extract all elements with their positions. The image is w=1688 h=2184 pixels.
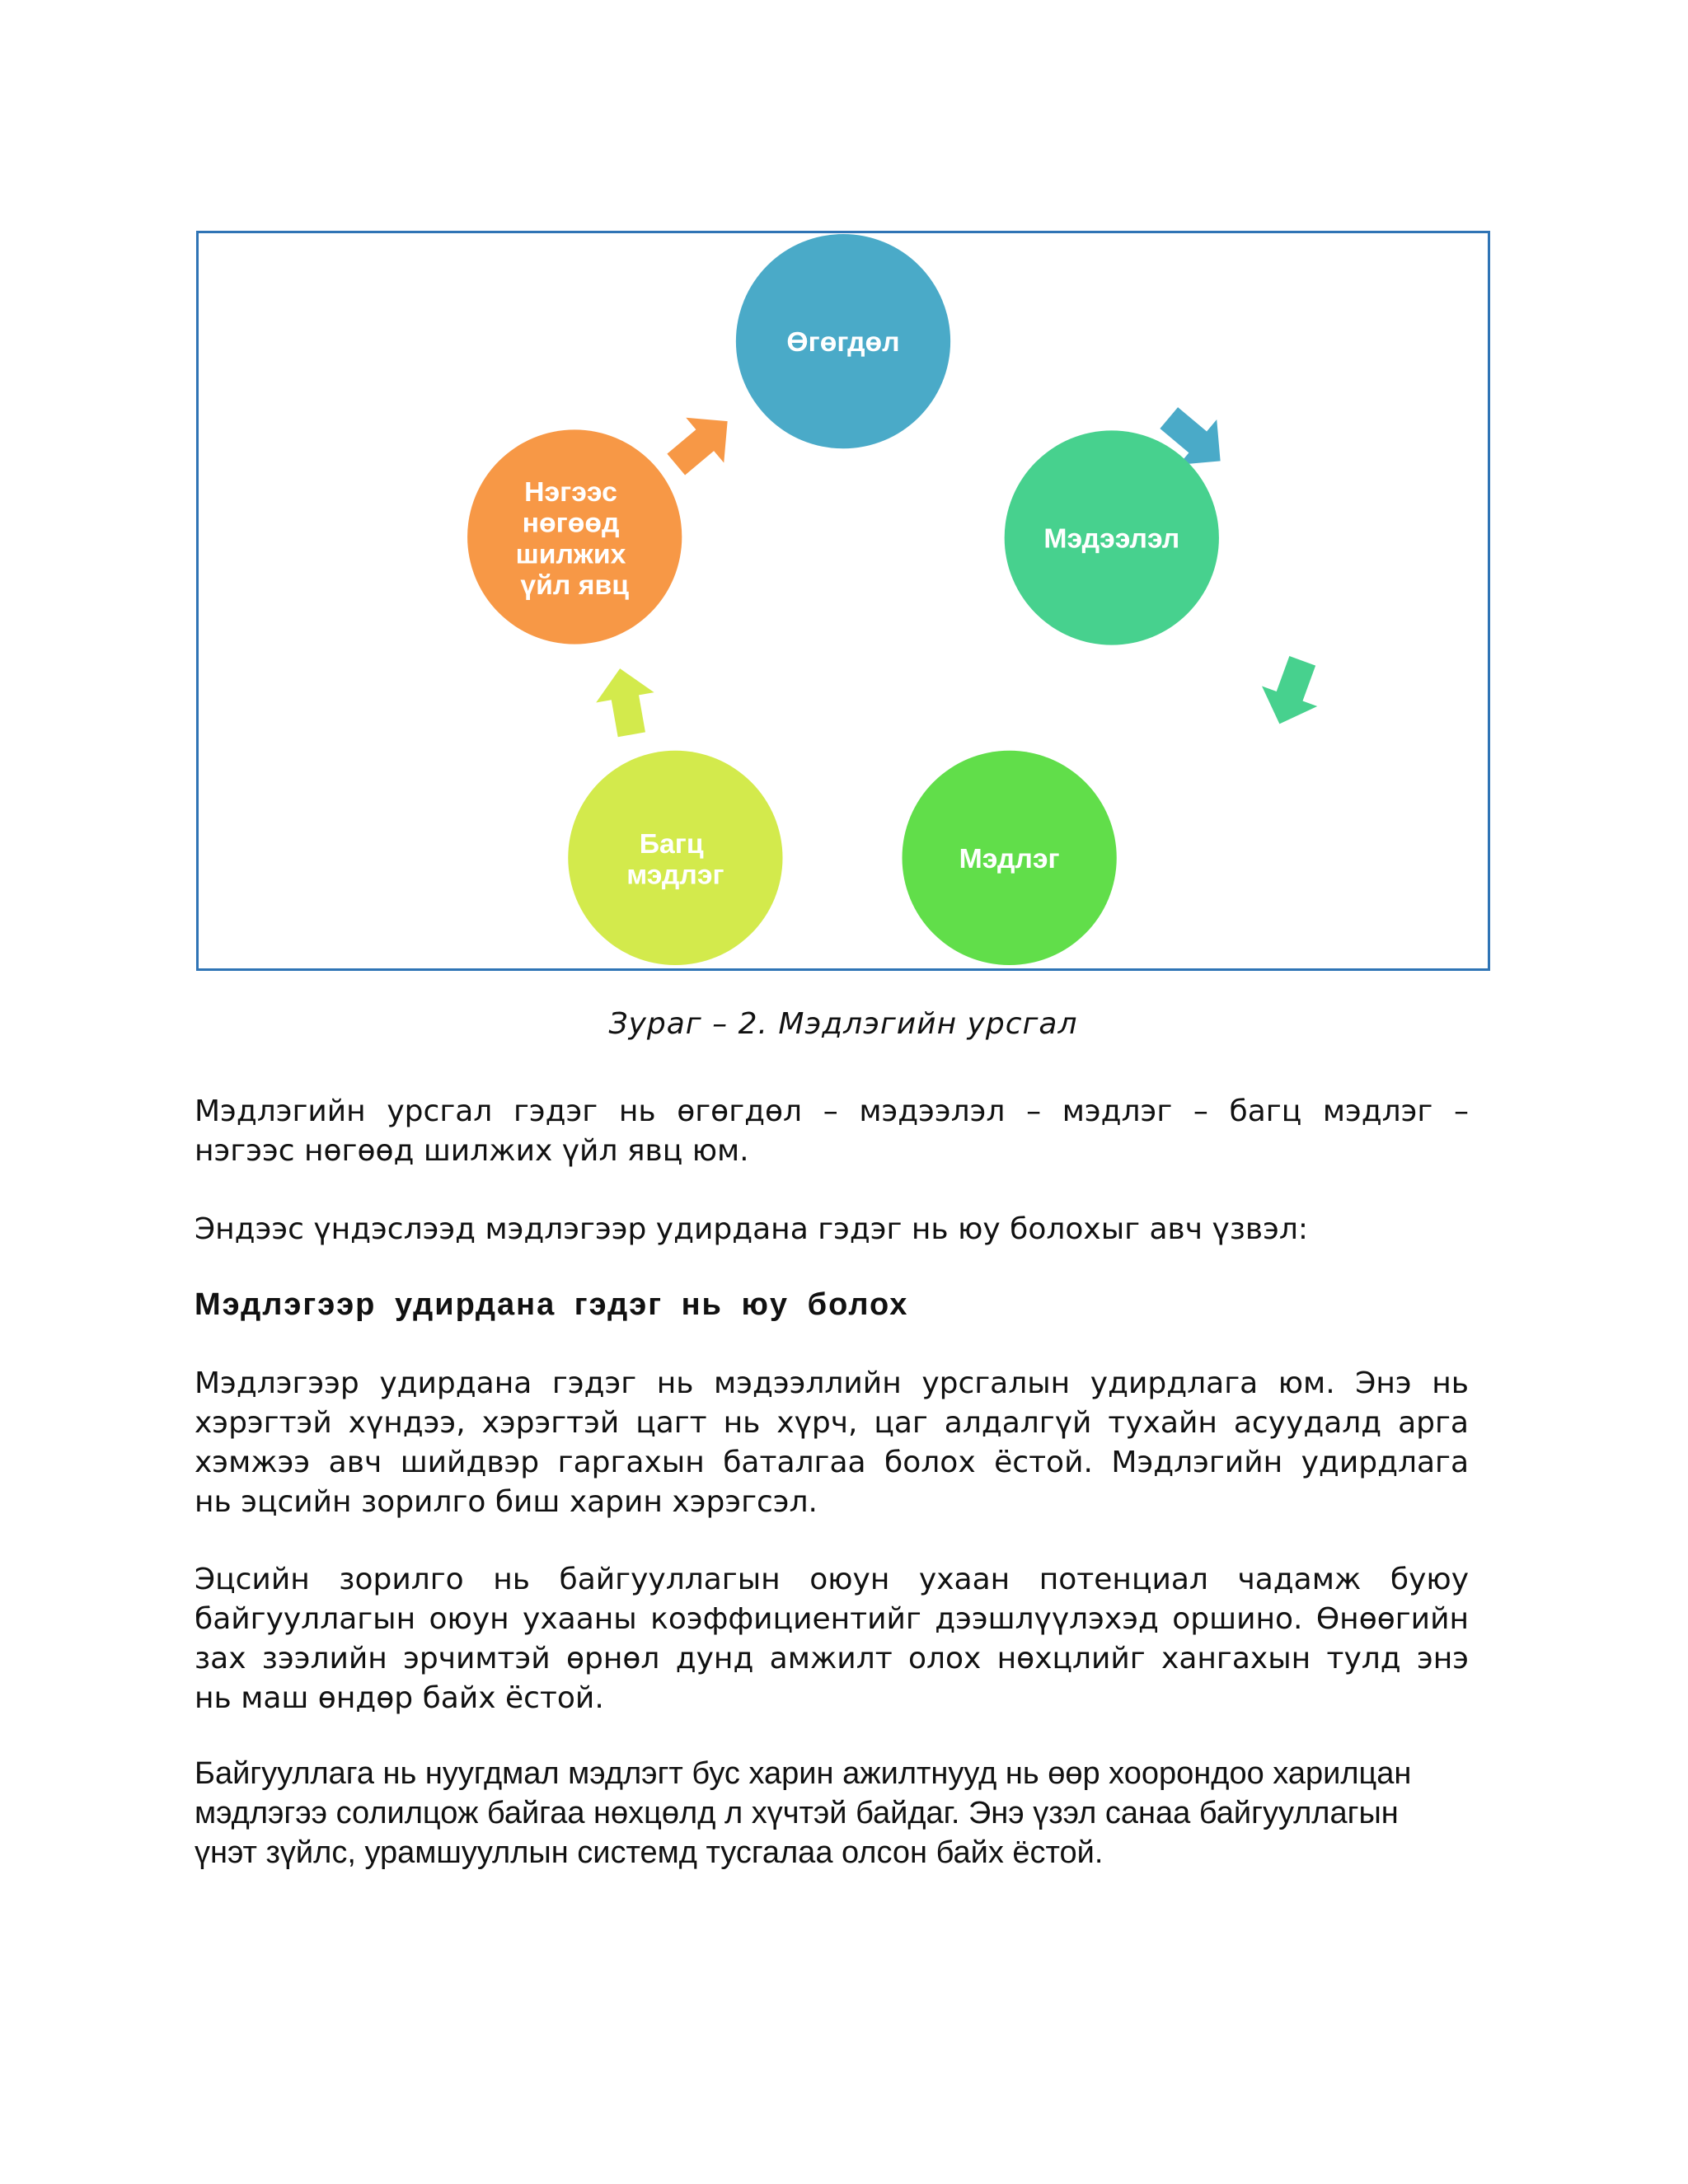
paragraph-line: нэгээс нөгөөд шилжих үйл явц юм. <box>195 1134 749 1168</box>
knowledge-flow-diagram <box>199 233 1488 968</box>
paragraph-line: үнэт зүйлс, урамшууллын системд тусгалаа олсон байх ёстой. <box>195 1835 1104 1870</box>
paragraph-line: зах зээлийн эрчимтэй өрнөл дунд амжилт олох нөхцлийг хангахын тулд энэ <box>195 1642 1469 1675</box>
arrow-5-to-1 <box>657 399 746 487</box>
paragraph-line: нь маш өндөр байх ёстой. <box>195 1681 604 1715</box>
figure-caption: Зураг – 2. Мэдлэгийн урсгал <box>608 1007 1078 1041</box>
paragraph-line: хэрэгтэй хүндээ, хэрэгтэй цагт нь хүрч, цаг алдалгүй тухайн асуудалд арга <box>195 1406 1469 1440</box>
node-label-line: Мэдээлэл <box>1043 523 1180 555</box>
node-label-line: Нэгээс <box>524 476 617 508</box>
paragraph-line: Эцсийн зорилго нь байгууллагын оюун ухаан потенциал чадамж буюу <box>195 1563 1469 1596</box>
paragraph-line: мэдлэгээ солилцож байгаа нөхцөлд л хүчтэй байдаг. Энэ үзэл санаа байгууллагын <box>195 1796 1399 1830</box>
paragraph-line: байгууллагын оюун ухааны коэффициентийг дээшлүүлэхэд оршино. Өнөөгийн <box>195 1602 1469 1636</box>
paragraph-line: Эндээс үндэслээд мэдлэгээр удирдана гэдэг нь юу болохыг авч үзвэл: <box>195 1212 1309 1246</box>
node-label-line: шилжих <box>515 538 626 570</box>
node-label-line: нөгөөд <box>522 507 620 539</box>
node-medleg <box>903 751 1117 965</box>
node-label-line: мэдлэг <box>626 859 724 891</box>
node-label <box>786 326 899 358</box>
paragraph-line: Мэдлэгээр удирдана гэдэг нь мэдээллийн урсгалын удирдлага юм. Энэ нь <box>195 1366 1469 1400</box>
figure-frame <box>196 231 1490 971</box>
paragraph-line: Байгууллага нь нуугдмал мэдлэгт бус харин ажилтнууд нь өөр хоорондоо харилцан <box>195 1756 1412 1791</box>
section-heading: Мэдлэгээр удирдана гэдэг нь юу болох <box>195 1287 909 1322</box>
arrow-shape <box>1252 651 1330 734</box>
node-label <box>1043 523 1179 554</box>
node-label-line: Өгөгдөл <box>786 326 900 359</box>
node-bagts-medleg <box>568 751 782 965</box>
node-label <box>959 843 1060 874</box>
paragraph-goal <box>195 1560 1469 1718</box>
paragraph-knowledge-flow <box>195 1092 1469 1171</box>
node-label-line: үйл явц <box>520 569 629 602</box>
arrow-shape <box>591 663 661 740</box>
arrow-shape <box>657 399 746 487</box>
paragraph-definition <box>195 1364 1469 1522</box>
node-label-line: Мэдлэг <box>959 842 1060 874</box>
paragraph-organization <box>195 1754 1469 1872</box>
paragraph-line: Мэдлэгийн урсгал гэдэг нь өгөгдөл – мэдээлэл – мэдлэг – багц мэдлэг – <box>195 1094 1469 1128</box>
arrow-2-to-3 <box>1252 651 1330 734</box>
node-ogogdol <box>736 234 950 448</box>
node-label <box>626 828 724 891</box>
paragraph-line: нь эцсийн зорилго биш харин хэрэгсэл. <box>195 1485 818 1519</box>
paragraph-line: хэмжээ авч шийдвэр гаргахын баталгаа болох ёстой. Мэдлэгийн удирдлага <box>195 1446 1469 1479</box>
node-medeelel <box>1005 430 1219 644</box>
node-label <box>516 476 634 601</box>
arrow-4-to-5 <box>591 663 661 740</box>
node-transition-process <box>467 429 682 644</box>
paragraph-intro <box>195 1210 1469 1249</box>
node-label-line: Багц <box>639 827 704 860</box>
